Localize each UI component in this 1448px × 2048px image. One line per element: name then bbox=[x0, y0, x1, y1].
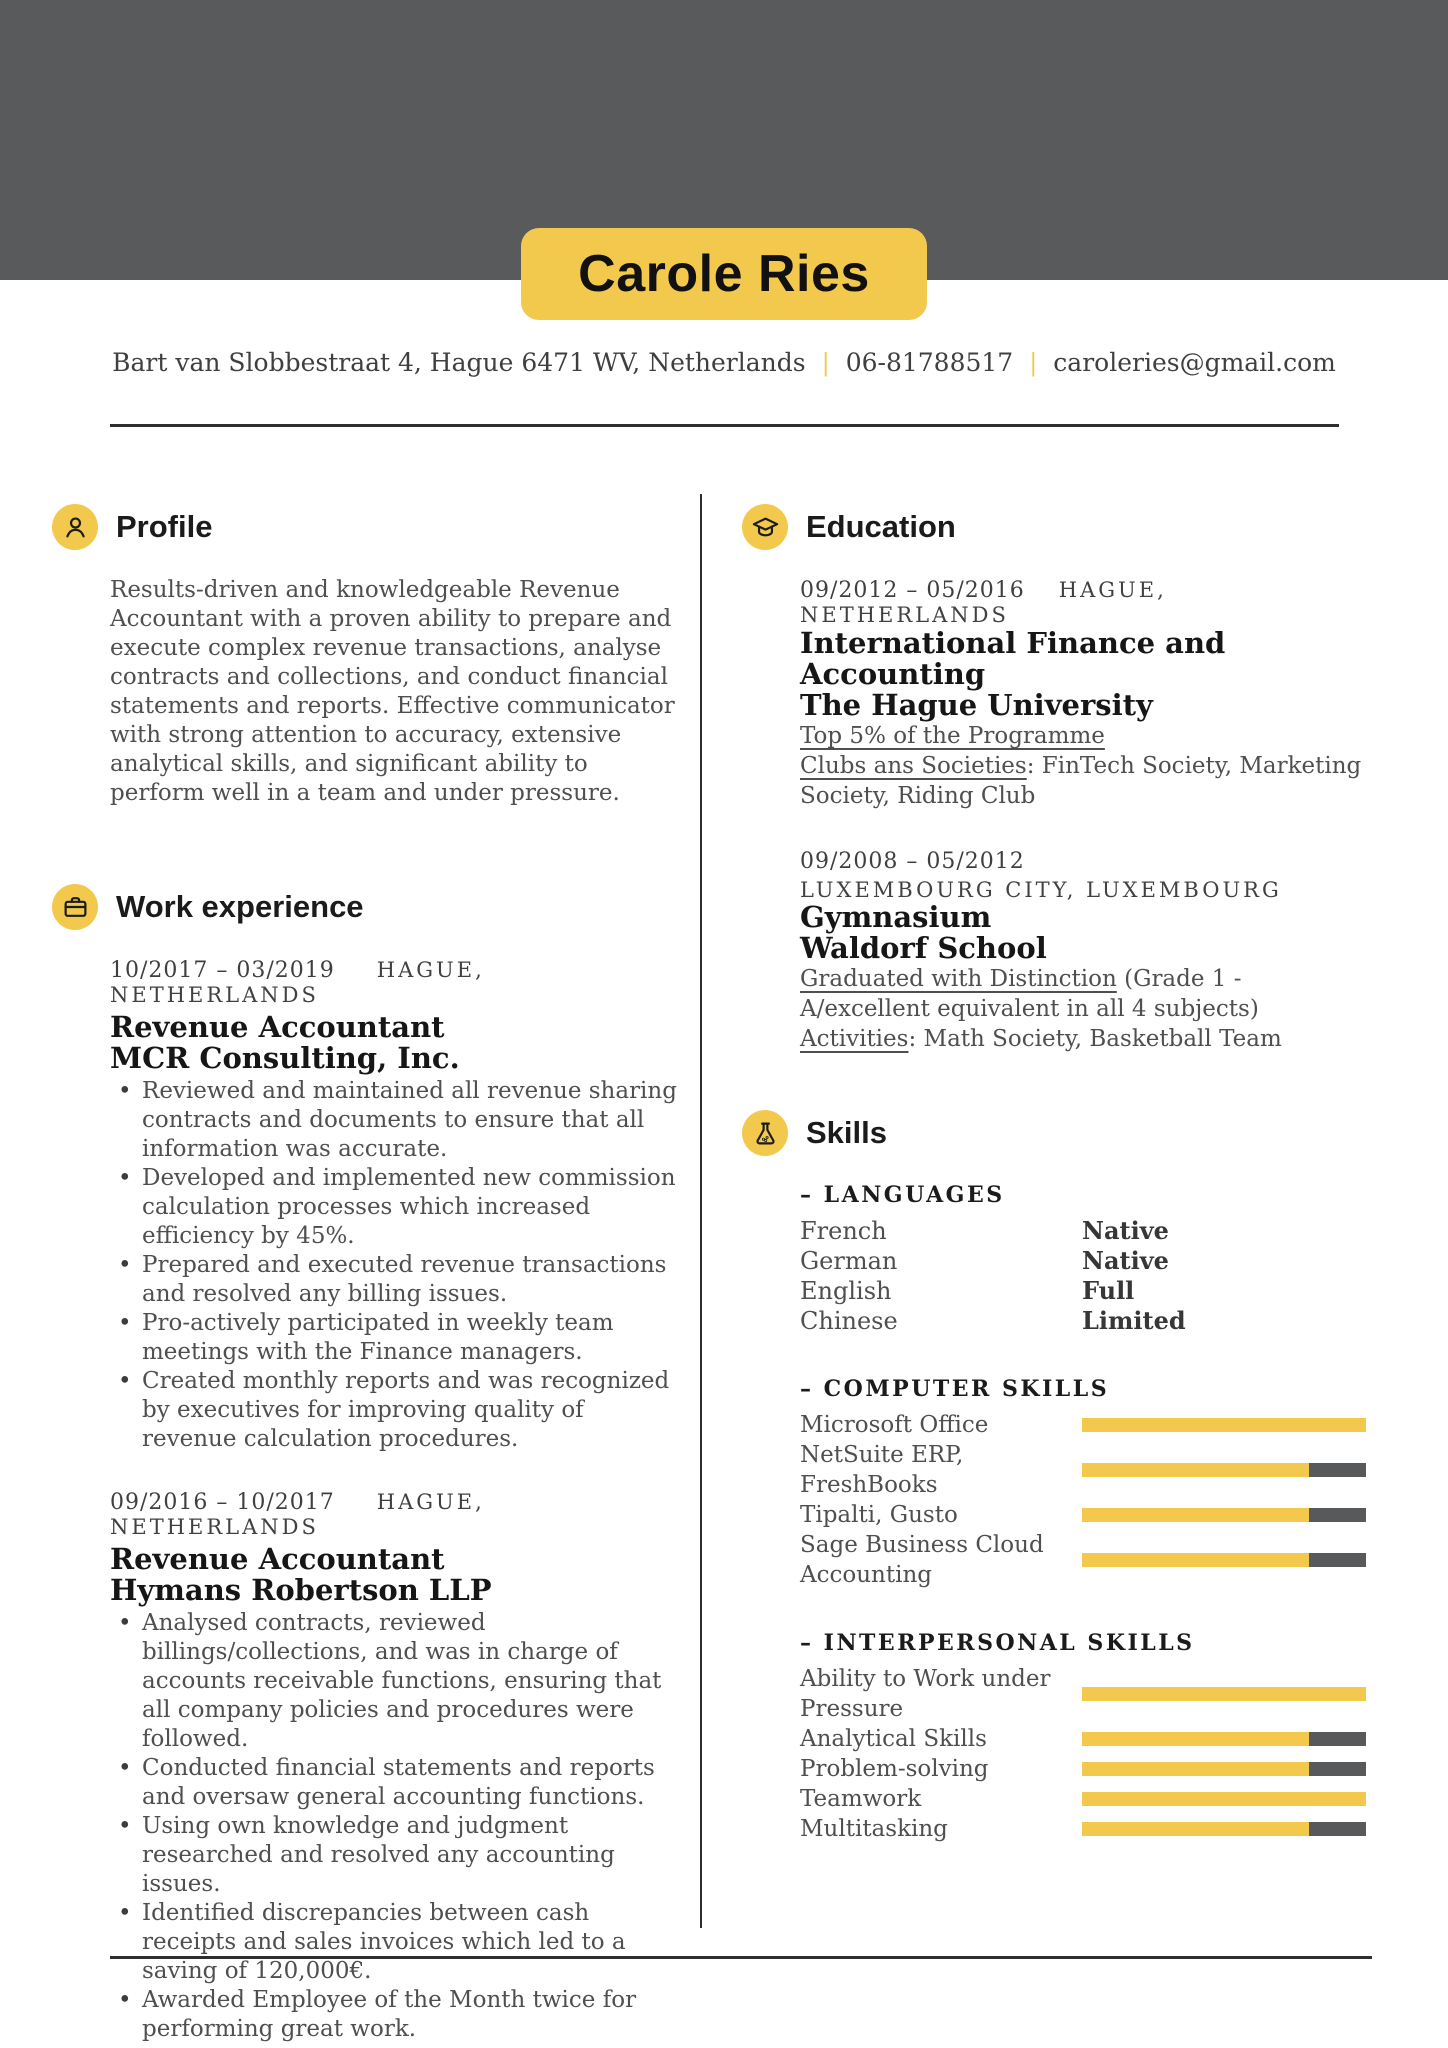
skill-row bbox=[800, 1664, 1374, 1724]
skill-level-bar bbox=[1082, 1687, 1366, 1701]
job-dates: 09/2016 – 10/2017 bbox=[110, 1490, 335, 1515]
top-rule bbox=[110, 424, 1339, 427]
contact-address: Bart van Slobbestraat 4, Hague 6471 WV, Netherlands bbox=[112, 348, 806, 377]
job-entry bbox=[110, 958, 680, 1454]
skill-level-bar bbox=[1082, 1822, 1366, 1836]
job-bullet: • Developed and implemented new commission calculation processes which increased efficiency by 45%. bbox=[110, 1164, 685, 1251]
contact-separator: | bbox=[821, 349, 830, 377]
education-degree: Gymnasium bbox=[800, 900, 992, 934]
profile-section-header bbox=[52, 504, 680, 550]
job-bullet: • Prepared and executed revenue transactions and resolved any billing issues. bbox=[110, 1251, 685, 1309]
contact-line bbox=[0, 348, 1448, 377]
work-section-header bbox=[52, 884, 680, 930]
education-entry bbox=[800, 578, 1374, 811]
flask-icon bbox=[742, 1110, 788, 1156]
language-level: Limited bbox=[1082, 1306, 1186, 1335]
profile-section bbox=[52, 504, 680, 808]
education-dates: 09/2012 – 05/2016 bbox=[800, 578, 1025, 603]
content-columns bbox=[0, 428, 1448, 2044]
education-dates: 09/2008 – 05/2012 bbox=[800, 849, 1025, 874]
skill-level-bar bbox=[1082, 1418, 1366, 1432]
language-level: Native bbox=[1082, 1216, 1169, 1245]
job-bullet: • Awarded Employee of the Month twice for performing great work. bbox=[110, 1986, 685, 2044]
skill-row bbox=[800, 1754, 1374, 1784]
education-location: HAGUE, NETHERLANDS bbox=[800, 578, 1167, 627]
briefcase-icon bbox=[52, 884, 98, 930]
skills-section bbox=[742, 1110, 1374, 1844]
contact-email: caroleries@gmail.com bbox=[1053, 348, 1336, 377]
skill-name: Ability to Work under Pressure bbox=[800, 1666, 1051, 1722]
job-company: MCR Consulting, Inc. bbox=[110, 1041, 460, 1075]
job-entry bbox=[110, 1490, 680, 2044]
language-name: German bbox=[800, 1247, 898, 1275]
skills-section-title: Skills bbox=[806, 1115, 887, 1150]
education-location: LUXEMBOURG CITY, LUXEMBOURG bbox=[800, 878, 1282, 902]
education-detail: Activities: Math Society, Basketball Team bbox=[800, 1026, 1282, 1052]
job-bullet: • Using own knowledge and judgment researched and resolved any accounting issues. bbox=[110, 1812, 685, 1899]
skill-level-bar bbox=[1082, 1553, 1366, 1567]
skill-name: Multitasking bbox=[800, 1816, 948, 1842]
person-icon bbox=[52, 504, 98, 550]
candidate-name: Carole Ries bbox=[578, 245, 870, 303]
contact-separator: | bbox=[1029, 349, 1038, 377]
job-location: HAGUE, NETHERLANDS bbox=[110, 958, 485, 1007]
skill-row bbox=[800, 1500, 1374, 1530]
language-name: French bbox=[800, 1217, 887, 1245]
language-name: Chinese bbox=[800, 1307, 898, 1335]
job-role: Revenue Accountant bbox=[110, 1542, 445, 1576]
education-detail: Clubs ans Societies: FinTech Society, Marketing Society, Riding Club bbox=[800, 753, 1362, 809]
contact-phone: 06-81788517 bbox=[845, 348, 1014, 377]
skill-row bbox=[800, 1724, 1374, 1754]
education-entry bbox=[800, 849, 1374, 1054]
skill-row bbox=[800, 1814, 1374, 1844]
skill-name: NetSuite ERP, FreshBooks bbox=[800, 1442, 964, 1498]
job-bullet: • Created monthly reports and was recognized by executives for improving quality of revenue calculation procedures. bbox=[110, 1367, 685, 1454]
profile-section-title: Profile bbox=[116, 509, 213, 544]
language-level: Native bbox=[1082, 1246, 1169, 1275]
education-meta bbox=[800, 578, 1374, 628]
language-row bbox=[800, 1276, 1374, 1306]
job-company: Hymans Robertson LLP bbox=[110, 1573, 492, 1607]
education-section-title: Education bbox=[806, 509, 956, 544]
education-degree: International Finance and Accounting bbox=[800, 626, 1226, 691]
bottom-rule bbox=[110, 1956, 1372, 1959]
job-bullet: • Reviewed and maintained all revenue sharing contracts and documents to ensure that all information was accurate. bbox=[110, 1077, 685, 1164]
left-column bbox=[52, 428, 680, 2044]
job-meta bbox=[110, 1490, 680, 1540]
work-section-title: Work experience bbox=[116, 889, 364, 924]
skill-row bbox=[800, 1410, 1374, 1440]
education-school: The Hague University bbox=[800, 688, 1153, 722]
skill-level-bar bbox=[1082, 1792, 1366, 1806]
job-bullets bbox=[110, 1077, 685, 1454]
job-bullet: • Pro-actively participated in weekly team meetings with the Finance managers. bbox=[110, 1309, 685, 1367]
job-bullets bbox=[110, 1609, 685, 2044]
skill-level-bar bbox=[1082, 1762, 1366, 1776]
education-section bbox=[742, 504, 1374, 1054]
computer-skills-heading: – COMPUTER SKILLS bbox=[800, 1376, 1110, 1402]
job-bullet: • Analysed contracts, reviewed billings/collections, and was in charge of accounts receivable functions, ensuring that all company policies and procedures were followed. bbox=[110, 1609, 685, 1754]
graduation-cap-icon bbox=[742, 504, 788, 550]
column-divider bbox=[700, 494, 702, 1928]
name-plate bbox=[521, 228, 927, 320]
skill-level-bar bbox=[1082, 1463, 1366, 1477]
language-level: Full bbox=[1082, 1276, 1135, 1305]
job-bullet: • Identified discrepancies between cash receipts and sales invoices which led to a saving of 120,000€. bbox=[110, 1899, 685, 1986]
work-section bbox=[52, 884, 680, 2044]
skill-level-bar bbox=[1082, 1732, 1366, 1746]
job-location: HAGUE, NETHERLANDS bbox=[110, 1490, 485, 1539]
skill-level-bar bbox=[1082, 1508, 1366, 1522]
job-dates: 10/2017 – 03/2019 bbox=[110, 958, 335, 983]
skill-name: Analytical Skills bbox=[800, 1726, 987, 1752]
job-role: Revenue Accountant bbox=[110, 1010, 445, 1044]
job-meta bbox=[110, 958, 680, 1008]
language-row bbox=[800, 1216, 1374, 1246]
language-row bbox=[800, 1246, 1374, 1276]
skill-row bbox=[800, 1784, 1374, 1814]
skill-name: Sage Business Cloud Accounting bbox=[800, 1532, 1044, 1588]
skill-name: Microsoft Office bbox=[800, 1412, 989, 1438]
job-bullet: • Conducted financial statements and reports and oversaw general accounting functions. bbox=[110, 1754, 685, 1812]
languages-heading: – LANGUAGES bbox=[800, 1182, 1005, 1208]
interpersonal-skills-heading: – INTERPERSONAL SKILLS bbox=[800, 1630, 1195, 1656]
language-name: English bbox=[800, 1277, 892, 1305]
skill-row bbox=[800, 1530, 1374, 1590]
skill-name: Teamwork bbox=[800, 1786, 922, 1812]
education-detail: Graduated with Distinction (Grade 1 - A/excellent equivalent in all 4 subjects) bbox=[800, 966, 1259, 1022]
education-section-header bbox=[742, 504, 1374, 550]
skill-row bbox=[800, 1440, 1374, 1500]
skill-name: Problem-solving bbox=[800, 1756, 989, 1782]
profile-summary: Results-driven and knowledgeable Revenue Accountant with a proven ability to prepare and execute complex revenue transactions, analyse contracts and collections, and conduct financial statements and reports. Effective communicator with strong attention to accuracy, extensive analytical skills, and significant ability to perform well in a team and under pressure. bbox=[110, 577, 675, 806]
right-column bbox=[742, 428, 1374, 2044]
language-row bbox=[800, 1306, 1374, 1336]
education-school: Waldorf School bbox=[800, 931, 1047, 965]
education-detail: Top 5% of the Programme bbox=[800, 723, 1105, 749]
education-meta bbox=[800, 849, 1374, 902]
skills-section-header bbox=[742, 1110, 1374, 1156]
skill-name: Tipalti, Gusto bbox=[800, 1502, 958, 1528]
